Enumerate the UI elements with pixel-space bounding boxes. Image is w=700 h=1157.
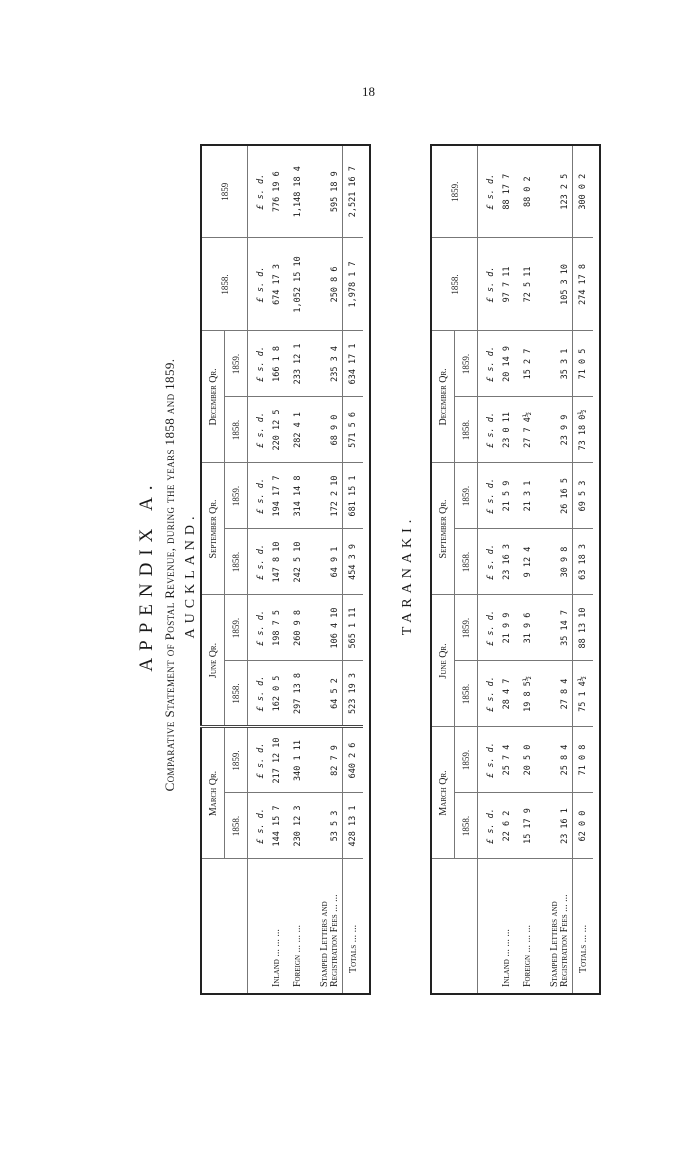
value-cell: 230 12 3 bbox=[287, 793, 308, 859]
unit-cell: £ s. d. bbox=[478, 529, 497, 595]
row-label: Stamped Letters and Registration Fees ... ... bbox=[319, 894, 340, 987]
row-label: Inland ... ... ... bbox=[271, 929, 282, 987]
value-cell: 674 17 3 bbox=[266, 238, 287, 331]
value-cell: 64 9 1 bbox=[308, 529, 343, 595]
year-header: 1858. bbox=[431, 238, 478, 331]
value-cell: 274 17 8 bbox=[573, 238, 594, 331]
value-cell: 21 5 9 bbox=[496, 463, 517, 529]
quarter-header: March Qr. bbox=[431, 727, 455, 859]
value-cell: 220 12 5 bbox=[266, 397, 287, 463]
unit-cell: £ s. d. bbox=[478, 397, 497, 463]
value-cell: 72 5 11 bbox=[517, 238, 538, 331]
value-cell: 23 16 3 bbox=[496, 529, 517, 595]
year-header: 1858. bbox=[455, 793, 478, 859]
unit-cell: £ s. d. bbox=[248, 463, 267, 529]
value-cell: 250 8 6 bbox=[308, 238, 343, 331]
units-row bbox=[248, 145, 267, 994]
unit-cell: £ s. d. bbox=[478, 727, 497, 793]
unit-cell: £ s. d. bbox=[478, 238, 497, 331]
value-cell: 64 5 2 bbox=[308, 661, 343, 727]
value-cell: 147 8 10 bbox=[266, 529, 287, 595]
value-cell: 62 0 0 bbox=[573, 793, 594, 859]
year-header: 1859. bbox=[225, 331, 248, 397]
value-cell: 123 2 5 bbox=[538, 145, 573, 238]
value-cell: 565 1 11 bbox=[343, 595, 364, 661]
value-cell: 172 2 10 bbox=[308, 463, 343, 529]
value-cell: 20 5 0 bbox=[517, 727, 538, 793]
unit-cell: £ s. d. bbox=[478, 463, 497, 529]
year-header: 1859. bbox=[431, 145, 478, 238]
value-cell: 28 4 7 bbox=[496, 661, 517, 727]
unit-cell: £ s. d. bbox=[478, 661, 497, 727]
year-header: 1858. bbox=[225, 397, 248, 463]
value-cell: 88 13 10 bbox=[573, 595, 594, 661]
unit-cell: £ s. d. bbox=[248, 661, 267, 727]
value-cell: 25 7 4 bbox=[496, 727, 517, 793]
value-cell: 217 12 10 bbox=[266, 727, 287, 793]
value-cell: 15 17 9 bbox=[517, 793, 538, 859]
value-cell: 26 16 5 bbox=[538, 463, 573, 529]
quarter-header: December Qr. bbox=[431, 331, 455, 463]
value-cell: 1,148 18 4 bbox=[287, 145, 308, 238]
value-cell: 63 18 3 bbox=[573, 529, 594, 595]
row-label: Totals ... ... bbox=[343, 859, 364, 994]
value-cell: 2,521 16 7 bbox=[343, 145, 364, 238]
year-header: 1859. bbox=[225, 463, 248, 529]
table-row bbox=[538, 145, 573, 994]
value-cell: 681 15 1 bbox=[343, 463, 364, 529]
unit-cell: £ s. d. bbox=[478, 331, 497, 397]
value-cell: 523 19 3 bbox=[343, 661, 364, 727]
value-cell: 31 9 6 bbox=[517, 595, 538, 661]
value-cell: 194 17 7 bbox=[266, 463, 287, 529]
value-cell: 22 6 2 bbox=[496, 793, 517, 859]
year-header: 1858. bbox=[225, 529, 248, 595]
quarter-header-row bbox=[431, 145, 455, 994]
appendix-title: APPENDIX A. bbox=[136, 478, 157, 672]
value-cell: 88 0 2 bbox=[517, 145, 538, 238]
unit-cell: £ s. d. bbox=[248, 595, 267, 661]
value-cell: 242 5 10 bbox=[287, 529, 308, 595]
value-cell: 35 14 7 bbox=[538, 595, 573, 661]
value-cell: 340 1 11 bbox=[287, 727, 308, 793]
value-cell: 20 14 9 bbox=[496, 331, 517, 397]
table-row bbox=[287, 145, 308, 994]
taranaki-title: TARANAKI. bbox=[400, 514, 415, 636]
value-cell: 9 12 4 bbox=[517, 529, 538, 595]
totals-row bbox=[343, 145, 364, 994]
unit-cell: £ s. d. bbox=[478, 145, 497, 238]
year-header: 1858. bbox=[225, 661, 248, 727]
year-header: 1859. bbox=[455, 595, 478, 661]
value-cell: 15 2 7 bbox=[517, 331, 538, 397]
year-header: 1859. bbox=[225, 727, 248, 793]
auckland-title: AUCKLAND. bbox=[183, 511, 198, 639]
unit-cell: £ s. d. bbox=[248, 793, 267, 859]
value-cell: 162 0 5 bbox=[266, 661, 287, 727]
value-cell: 27 8 4 bbox=[538, 661, 573, 727]
row-label: Totals ... ... bbox=[573, 859, 594, 994]
quarter-header: June Qr. bbox=[201, 595, 225, 727]
value-cell: 595 18 9 bbox=[308, 145, 343, 238]
auckland-table bbox=[200, 144, 371, 995]
units-row bbox=[478, 145, 497, 994]
quarter-header: September Qr. bbox=[431, 463, 455, 595]
quarter-header-row bbox=[201, 145, 225, 994]
value-cell: 23 16 1 bbox=[538, 793, 573, 859]
value-cell: 144 15 7 bbox=[266, 793, 287, 859]
value-cell: 198 7 5 bbox=[266, 595, 287, 661]
totals-row bbox=[573, 145, 594, 994]
value-cell: 73 18 0½ bbox=[573, 397, 594, 463]
table-row bbox=[266, 145, 287, 994]
value-cell: 68 9 0 bbox=[308, 397, 343, 463]
unit-cell: £ s. d. bbox=[478, 595, 497, 661]
row-label: Foreign ... ... ... bbox=[522, 924, 533, 987]
value-cell: 105 3 10 bbox=[538, 238, 573, 331]
value-cell: 640 2 6 bbox=[343, 727, 364, 793]
value-cell: 297 13 8 bbox=[287, 661, 308, 727]
value-cell: 776 19 6 bbox=[266, 145, 287, 238]
value-cell: 27 7 4½ bbox=[517, 397, 538, 463]
year-header: 1859 bbox=[201, 145, 248, 238]
value-cell: 454 3 9 bbox=[343, 529, 364, 595]
value-cell: 25 8 4 bbox=[538, 727, 573, 793]
value-cell: 23 0 11 bbox=[496, 397, 517, 463]
value-cell: 69 5 3 bbox=[573, 463, 594, 529]
value-cell: 75 1 4½ bbox=[573, 661, 594, 727]
value-cell: 314 14 8 bbox=[287, 463, 308, 529]
value-cell: 23 9 9 bbox=[538, 397, 573, 463]
quarter-header: June Qr. bbox=[431, 595, 455, 727]
table-row bbox=[517, 145, 538, 994]
value-cell: 428 13 1 bbox=[343, 793, 364, 859]
year-header: 1859. bbox=[455, 331, 478, 397]
unit-cell: £ s. d. bbox=[248, 529, 267, 595]
row-label: Stamped Letters and Registration Fees ... ... bbox=[549, 894, 570, 987]
value-cell: 260 9 8 bbox=[287, 595, 308, 661]
row-label: Inland ... ... ... bbox=[501, 929, 512, 987]
value-cell: 166 1 8 bbox=[266, 331, 287, 397]
year-header: 1858. bbox=[455, 529, 478, 595]
value-cell: 53 5 3 bbox=[308, 793, 343, 859]
year-header: 1859. bbox=[225, 595, 248, 661]
unit-cell: £ s. d. bbox=[248, 145, 267, 238]
value-cell: 233 12 1 bbox=[287, 331, 308, 397]
value-cell: 19 8 5½ bbox=[517, 661, 538, 727]
value-cell: 82 7 9 bbox=[308, 727, 343, 793]
statement-subtitle: Comparative Statement of Postal Revenue, during the years 1858 and 1859. bbox=[162, 358, 177, 792]
value-cell: 21 3 1 bbox=[517, 463, 538, 529]
year-header: 1859. bbox=[455, 727, 478, 793]
value-cell: 300 0 2 bbox=[573, 145, 594, 238]
value-cell: 88 17 7 bbox=[496, 145, 517, 238]
unit-cell: £ s. d. bbox=[248, 397, 267, 463]
value-cell: 21 9 9 bbox=[496, 595, 517, 661]
year-header: 1858. bbox=[455, 397, 478, 463]
table-row bbox=[496, 145, 517, 994]
value-cell: 282 4 1 bbox=[287, 397, 308, 463]
value-cell: 634 17 1 bbox=[343, 331, 364, 397]
value-cell: 71 0 5 bbox=[573, 331, 594, 397]
value-cell: 30 9 8 bbox=[538, 529, 573, 595]
row-label: Foreign ... ... ... bbox=[292, 924, 303, 987]
year-header: 1859. bbox=[455, 463, 478, 529]
value-cell: 1,978 1 7 bbox=[343, 238, 364, 331]
value-cell: 106 4 10 bbox=[308, 595, 343, 661]
taranaki-table bbox=[430, 144, 601, 995]
year-header: 1858. bbox=[225, 793, 248, 859]
value-cell: 35 3 1 bbox=[538, 331, 573, 397]
unit-cell: £ s. d. bbox=[248, 727, 267, 793]
value-cell: 571 5 6 bbox=[343, 397, 364, 463]
value-cell: 97 7 11 bbox=[496, 238, 517, 331]
unit-cell: £ s. d. bbox=[248, 331, 267, 397]
unit-cell: £ s. d. bbox=[478, 793, 497, 859]
year-header: 1858. bbox=[201, 238, 248, 331]
quarter-header: December Qr. bbox=[201, 331, 225, 463]
value-cell: 235 3 4 bbox=[308, 331, 343, 397]
unit-cell: £ s. d. bbox=[248, 238, 267, 331]
year-header: 1858. bbox=[455, 661, 478, 727]
page-number: 18 bbox=[362, 84, 375, 99]
table-row bbox=[308, 145, 343, 994]
quarter-header: March Qr. bbox=[201, 727, 225, 859]
quarter-header: September Qr. bbox=[201, 463, 225, 595]
value-cell: 1,052 15 10 bbox=[287, 238, 308, 331]
value-cell: 71 0 8 bbox=[573, 727, 594, 793]
